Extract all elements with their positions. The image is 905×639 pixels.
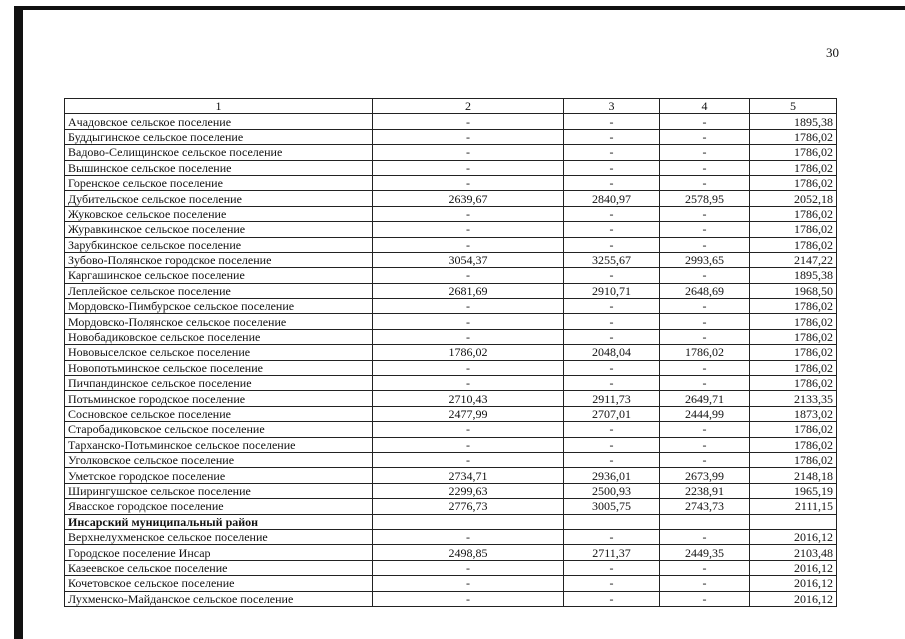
settlement-name-cell: Пичпандинское сельское поселение xyxy=(65,376,373,391)
settlement-name-cell: Сосновское сельское поселение xyxy=(65,406,373,421)
settlement-name-cell: Горенское сельское поселение xyxy=(65,175,373,190)
table-row xyxy=(65,314,837,329)
value-cell-col2: 2681,69 xyxy=(373,283,564,298)
value-cell-col5: 1786,02 xyxy=(750,452,837,467)
value-cell-col2: 3054,37 xyxy=(373,252,564,267)
value-cell-col3: 2911,73 xyxy=(564,391,660,406)
table-row xyxy=(65,406,837,421)
value-cell-col4: 2648,69 xyxy=(660,283,750,298)
settlement-name-cell: Каргашинское сельское поселение xyxy=(65,268,373,283)
value-cell-col5: 1786,02 xyxy=(750,145,837,160)
value-cell-col5: 1786,02 xyxy=(750,175,837,190)
value-cell-col4: - xyxy=(660,329,750,344)
value-cell-col5: 2103,48 xyxy=(750,545,837,560)
value-cell-col3: - xyxy=(564,129,660,144)
settlement-name-cell: Мордовско-Пимбурское сельское поселение xyxy=(65,299,373,314)
value-cell-col2: 2498,85 xyxy=(373,545,564,560)
value-cell-col2: 2734,71 xyxy=(373,468,564,483)
value-cell-col2: - xyxy=(373,175,564,190)
value-cell-col3: 2936,01 xyxy=(564,468,660,483)
table-header-row xyxy=(65,99,837,114)
scan-border-left xyxy=(14,6,23,639)
value-cell-col4: - xyxy=(660,591,750,606)
settlement-name-cell: Журавкинское сельское поселение xyxy=(65,222,373,237)
settlement-name-cell: Мордовско-Полянское сельское поселение xyxy=(65,314,373,329)
settlement-name-cell: Уголковское сельское поселение xyxy=(65,452,373,467)
settlement-name-cell: Уметское городское поселение xyxy=(65,468,373,483)
value-cell-col5 xyxy=(750,514,837,529)
settlement-name-cell: Явасское городское поселение xyxy=(65,499,373,514)
settlement-name-cell: Вышинское сельское поселение xyxy=(65,160,373,175)
value-cell-col3: 2048,04 xyxy=(564,345,660,360)
value-cell-col3: - xyxy=(564,145,660,160)
value-cell-col4: - xyxy=(660,175,750,190)
settlement-name-cell: Тарханско-Потьминское сельское поселение xyxy=(65,437,373,452)
value-cell-col5: 1786,02 xyxy=(750,160,837,175)
column-header: 3 xyxy=(564,99,660,114)
table-row xyxy=(65,422,837,437)
value-cell-col3 xyxy=(564,514,660,529)
value-cell-col5: 1965,19 xyxy=(750,483,837,498)
value-cell-col3: - xyxy=(564,422,660,437)
settlement-name-cell: Потьминское городское поселение xyxy=(65,391,373,406)
value-cell-col3: - xyxy=(564,452,660,467)
value-cell-col2: - xyxy=(373,576,564,591)
value-cell-col3: - xyxy=(564,576,660,591)
settlement-name-cell: Зубово-Полянское городское поселение xyxy=(65,252,373,267)
table-row xyxy=(65,529,837,544)
value-cell-col2: - xyxy=(373,145,564,160)
value-cell-col2: 2776,73 xyxy=(373,499,564,514)
table-row xyxy=(65,329,837,344)
value-cell-col3: - xyxy=(564,329,660,344)
table-row xyxy=(65,376,837,391)
value-cell-col2 xyxy=(373,514,564,529)
value-cell-col2: - xyxy=(373,422,564,437)
value-cell-col2: - xyxy=(373,222,564,237)
value-cell-col5: 1968,50 xyxy=(750,283,837,298)
value-cell-col4: - xyxy=(660,145,750,160)
value-cell-col3: - xyxy=(564,591,660,606)
value-cell-col5: 1786,02 xyxy=(750,376,837,391)
value-cell-col5: 2052,18 xyxy=(750,191,837,206)
value-cell-col3: 3255,67 xyxy=(564,252,660,267)
value-cell-col3: - xyxy=(564,160,660,175)
value-cell-col2: 2710,43 xyxy=(373,391,564,406)
value-cell-col4: 1786,02 xyxy=(660,345,750,360)
value-cell-col3: - xyxy=(564,376,660,391)
value-cell-col4: - xyxy=(660,206,750,221)
value-cell-col2: - xyxy=(373,206,564,221)
settlement-name-cell: Ширингушское сельское поселение xyxy=(65,483,373,498)
value-cell-col5: 1786,02 xyxy=(750,237,837,252)
column-header: 2 xyxy=(373,99,564,114)
value-cell-col4: - xyxy=(660,222,750,237)
settlement-name-cell: Городское поселение Инсар xyxy=(65,545,373,560)
table-row xyxy=(65,175,837,190)
value-cell-col5: 1786,02 xyxy=(750,129,837,144)
value-cell-col4: 2444,99 xyxy=(660,406,750,421)
value-cell-col5: 2016,12 xyxy=(750,591,837,606)
table-row xyxy=(65,191,837,206)
value-cell-col5: 1786,02 xyxy=(750,360,837,375)
table-row xyxy=(65,160,837,175)
settlement-name-cell: Зарубкинское сельское поселение xyxy=(65,237,373,252)
value-cell-col5: 2111,15 xyxy=(750,499,837,514)
table-row xyxy=(65,591,837,606)
value-cell-col5: 1786,02 xyxy=(750,314,837,329)
table-row xyxy=(65,483,837,498)
value-cell-col3: 2910,71 xyxy=(564,283,660,298)
value-cell-col4: - xyxy=(660,437,750,452)
settlement-name-cell: Кочетовское сельское поселение xyxy=(65,576,373,591)
value-cell-col4: - xyxy=(660,360,750,375)
table-row xyxy=(65,222,837,237)
table-row xyxy=(65,283,837,298)
table-row xyxy=(65,452,837,467)
value-cell-col2: 2639,67 xyxy=(373,191,564,206)
value-cell-col5: 2016,12 xyxy=(750,529,837,544)
table-row xyxy=(65,145,837,160)
value-cell-col3: 2840,97 xyxy=(564,191,660,206)
value-cell-col2: - xyxy=(373,129,564,144)
table-section-row xyxy=(65,514,837,529)
page-number: 30 xyxy=(826,45,839,60)
value-cell-col2: - xyxy=(373,560,564,575)
value-cell-col2: - xyxy=(373,268,564,283)
value-cell-col3: - xyxy=(564,360,660,375)
value-cell-col3: - xyxy=(564,237,660,252)
value-cell-col2: - xyxy=(373,237,564,252)
settlement-name-cell: Верхнелухменское сельское поселение xyxy=(65,529,373,544)
value-cell-col5: 1895,38 xyxy=(750,268,837,283)
table-row xyxy=(65,468,837,483)
table-row xyxy=(65,499,837,514)
value-cell-col5: 1786,02 xyxy=(750,299,837,314)
value-cell-col2: 2477,99 xyxy=(373,406,564,421)
value-cell-col5: 2148,18 xyxy=(750,468,837,483)
value-cell-col3: - xyxy=(564,268,660,283)
value-cell-col4: - xyxy=(660,129,750,144)
settlement-name-cell: Старобадиковское сельское поселение xyxy=(65,422,373,437)
table-row xyxy=(65,391,837,406)
settlement-name-cell: Буддыгинское сельское поселение xyxy=(65,129,373,144)
value-cell-col4: - xyxy=(660,422,750,437)
value-cell-col4: - xyxy=(660,529,750,544)
settlement-name-cell: Дубительское сельское поселение xyxy=(65,191,373,206)
value-cell-col4: - xyxy=(660,237,750,252)
settlement-name-cell: Лухменско-Майданское сельское поселение xyxy=(65,591,373,606)
value-cell-col4: 2238,91 xyxy=(660,483,750,498)
value-cell-col4: - xyxy=(660,576,750,591)
table-row xyxy=(65,345,837,360)
value-cell-col2: - xyxy=(373,452,564,467)
value-cell-col5: 1873,02 xyxy=(750,406,837,421)
value-cell-col4: - xyxy=(660,376,750,391)
settlement-name-cell: Леплейское сельское поселение xyxy=(65,283,373,298)
value-cell-col4: 2673,99 xyxy=(660,468,750,483)
settlement-name-cell: Казеевское сельское поселение xyxy=(65,560,373,575)
value-cell-col2: - xyxy=(373,376,564,391)
value-cell-col4: - xyxy=(660,268,750,283)
settlement-name-cell: Инсарский муниципальный район xyxy=(65,514,373,529)
value-cell-col2: 1786,02 xyxy=(373,345,564,360)
settlement-name-cell: Нововыселское сельское поселение xyxy=(65,345,373,360)
value-cell-col3: - xyxy=(564,206,660,221)
value-cell-col3: - xyxy=(564,114,660,129)
table-row xyxy=(65,360,837,375)
value-cell-col4: 2649,71 xyxy=(660,391,750,406)
value-cell-col4: 2993,65 xyxy=(660,252,750,267)
value-cell-col4: - xyxy=(660,452,750,467)
column-header: 5 xyxy=(750,99,837,114)
value-cell-col2: - xyxy=(373,114,564,129)
settlement-name-cell: Новобадиковское сельское поселение xyxy=(65,329,373,344)
value-cell-col3: - xyxy=(564,529,660,544)
table-row xyxy=(65,576,837,591)
value-cell-col3: 2500,93 xyxy=(564,483,660,498)
value-cell-col3: - xyxy=(564,299,660,314)
value-cell-col4: 2449,35 xyxy=(660,545,750,560)
settlement-name-cell: Новопотьминское сельское поселение xyxy=(65,360,373,375)
table-row xyxy=(65,129,837,144)
table-row xyxy=(65,560,837,575)
value-cell-col3: - xyxy=(564,560,660,575)
value-cell-col3: - xyxy=(564,314,660,329)
table-row xyxy=(65,237,837,252)
value-cell-col2: - xyxy=(373,437,564,452)
value-cell-col5: 1786,02 xyxy=(750,437,837,452)
value-cell-col4 xyxy=(660,514,750,529)
value-cell-col2: 2299,63 xyxy=(373,483,564,498)
value-cell-col4: - xyxy=(660,114,750,129)
value-cell-col3: 3005,75 xyxy=(564,499,660,514)
value-cell-col2: - xyxy=(373,329,564,344)
settlement-name-cell: Ачадовское сельское поселение xyxy=(65,114,373,129)
value-cell-col4: - xyxy=(660,160,750,175)
value-cell-col5: 1895,38 xyxy=(750,114,837,129)
table-row xyxy=(65,545,837,560)
value-cell-col5: 1786,02 xyxy=(750,329,837,344)
table-row xyxy=(65,114,837,129)
value-cell-col5: 2147,22 xyxy=(750,252,837,267)
value-cell-col2: - xyxy=(373,314,564,329)
column-header: 4 xyxy=(660,99,750,114)
settlement-name-cell: Жуковское сельское поселение xyxy=(65,206,373,221)
table-row xyxy=(65,299,837,314)
value-cell-col2: - xyxy=(373,160,564,175)
table-row xyxy=(65,252,837,267)
value-cell-col3: 2711,37 xyxy=(564,545,660,560)
value-cell-col5: 1786,02 xyxy=(750,345,837,360)
value-cell-col4: 2743,73 xyxy=(660,499,750,514)
table-row xyxy=(65,268,837,283)
value-cell-col5: 2133,35 xyxy=(750,391,837,406)
value-cell-col5: 1786,02 xyxy=(750,422,837,437)
column-header: 1 xyxy=(65,99,373,114)
value-cell-col5: 2016,12 xyxy=(750,560,837,575)
value-cell-col5: 1786,02 xyxy=(750,206,837,221)
value-cell-col4: - xyxy=(660,560,750,575)
value-cell-col2: - xyxy=(373,360,564,375)
value-cell-col4: - xyxy=(660,314,750,329)
value-cell-col2: - xyxy=(373,299,564,314)
value-cell-col5: 2016,12 xyxy=(750,576,837,591)
tariff-table xyxy=(64,98,837,607)
settlement-name-cell: Вадово-Селищинское сельское поселение xyxy=(65,145,373,160)
table-row xyxy=(65,437,837,452)
value-cell-col5: 1786,02 xyxy=(750,222,837,237)
value-cell-col3: 2707,01 xyxy=(564,406,660,421)
scan-border-top xyxy=(14,6,905,10)
value-cell-col2: - xyxy=(373,591,564,606)
value-cell-col3: - xyxy=(564,222,660,237)
value-cell-col4: - xyxy=(660,299,750,314)
value-cell-col3: - xyxy=(564,437,660,452)
value-cell-col2: - xyxy=(373,529,564,544)
value-cell-col4: 2578,95 xyxy=(660,191,750,206)
value-cell-col3: - xyxy=(564,175,660,190)
table-row xyxy=(65,206,837,221)
